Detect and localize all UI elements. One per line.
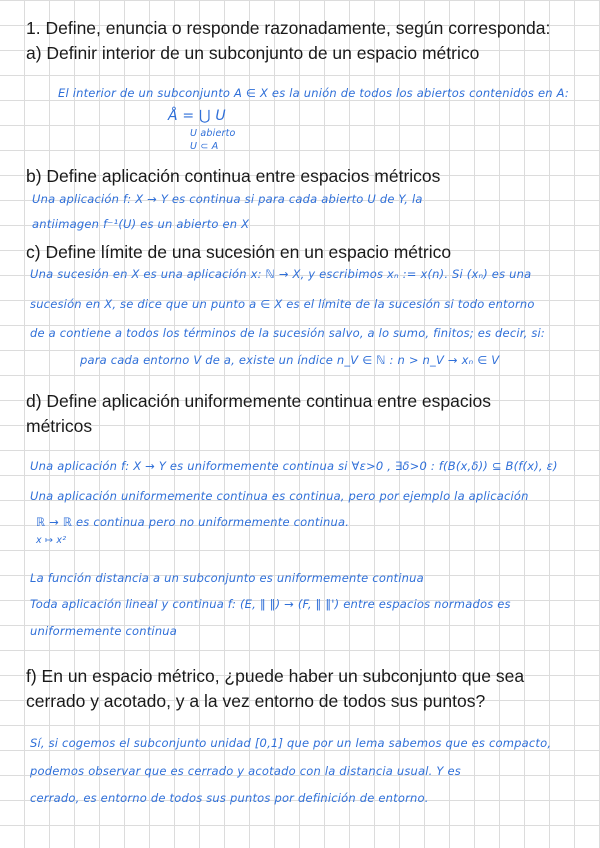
answer-a-formula-sub-1: U abierto xyxy=(190,128,236,139)
question-d-label: d) Define aplicación uniformemente continua entre espacios métricos xyxy=(26,391,491,436)
question-a-label: a) Definir interior de un subconjunto de un espacio métrico xyxy=(26,43,480,63)
answer-d-line-3: ℝ → ℝ es continua pero no uniformemente continua. xyxy=(36,515,350,529)
answer-a-formula: Å = ⋃ U xyxy=(168,108,226,124)
answer-c-line-3: de a contiene a todos los términos de la sucesión salvo, a lo sumo, finitos; es decir, si: xyxy=(30,326,545,340)
answer-d-line-5: Toda aplicación lineal y continua f: (E, ‖ ‖) → (F, ‖ ‖') entre espacios normados es xyxy=(30,597,511,611)
answer-a-formula-sub-2: U ⊂ A xyxy=(190,141,219,152)
answer-c-line-1: Una sucesión en X es una aplicación x: ℕ → X, y escribimos xₙ := x(n). Si (xₙ) es una xyxy=(30,267,532,281)
exercise-title: 1. Define, enuncia o responde razonadamente, según corresponda: xyxy=(26,18,551,38)
answer-d-line-2: Una aplicación uniformemente continua es continua, pero por ejemplo la aplicación xyxy=(30,489,529,503)
question-f-label: f) En un espacio métrico, ¿puede haber un subconjunto que sea cerrado y acotado, y a la vez entorno de todos sus puntos? xyxy=(26,666,525,711)
answer-f-line-3: cerrado, es entorno de todos sus puntos por definición de entorno. xyxy=(30,791,429,805)
question-b-label: b) Define aplicación continua entre espacios métricos xyxy=(26,166,441,186)
answer-d-line-4: La función distancia a un subconjunto es uniformemente continua xyxy=(30,571,424,585)
answer-f-line-2: podemos observar que es cerrado y acotado con la distancia usual. Y es xyxy=(30,764,461,778)
answer-d-example-map: x ↦ x² xyxy=(36,535,67,546)
answer-c-line-2: sucesión en X, se dice que un punto a ∈ X es el límite de la sucesión si todo entorno xyxy=(30,297,535,311)
answer-b-line-1: Una aplicación f: X → Y es continua si para cada abierto U de Y, la xyxy=(32,192,423,206)
answer-d-line-1: Una aplicación f: X → Y es uniformemente continua si ∀ε>0 , ∃δ>0 : f(B(x,δ)) ⊆ B(f(x), ε) xyxy=(30,459,558,473)
answer-b-line-2: antiimagen f⁻¹(U) es un abierto en X xyxy=(32,217,250,231)
answer-f-line-1: Sí, si cogemos el subconjunto unidad [0,1] que por un lema sabemos que es compacto, xyxy=(30,736,552,750)
answer-c-line-4: para cada entorno V de a, existe un índice n_V ∈ ℕ : n > n_V → xₙ ∈ V xyxy=(80,353,500,367)
question-c-label: c) Define límite de una sucesión en un espacio métrico xyxy=(26,242,452,262)
answer-d-line-6: uniformemente continua xyxy=(30,624,178,638)
answer-a-line-1: El interior de un subconjunto A ∈ X es la unión de todos los abiertos contenidos en A: xyxy=(58,86,569,100)
